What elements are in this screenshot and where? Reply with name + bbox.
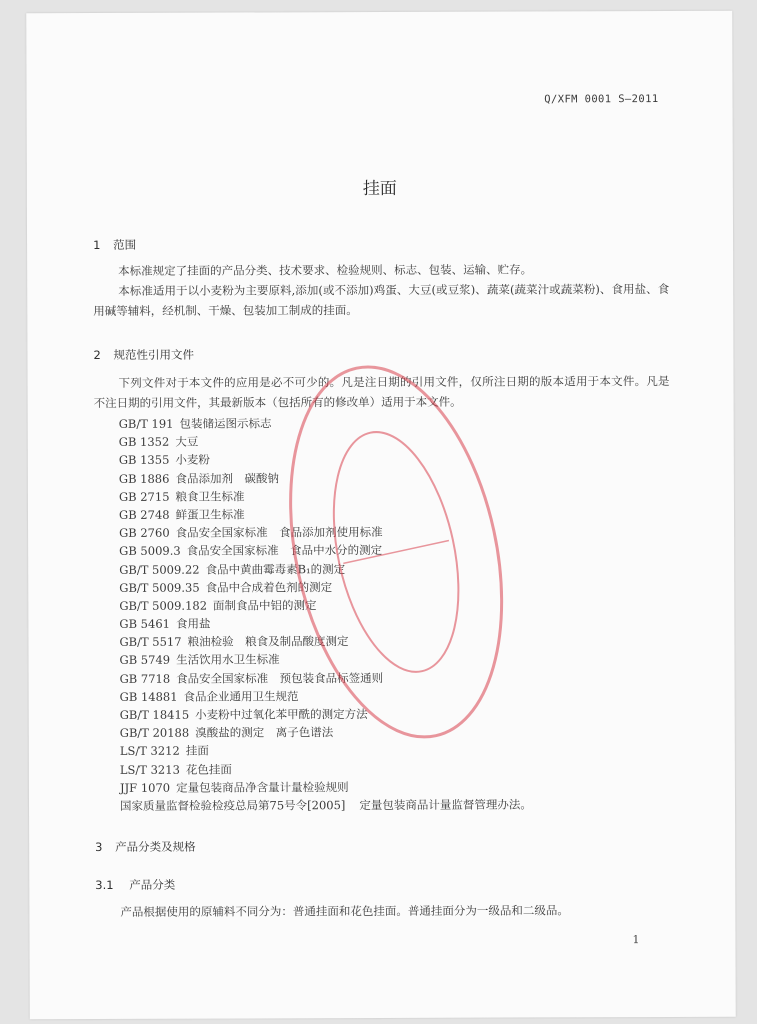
page-number: 1	[632, 933, 640, 947]
reference-item	[119, 541, 531, 561]
section-heading-classification	[95, 839, 196, 855]
section-number: 2	[93, 347, 101, 363]
section-title: 产品分类	[129, 877, 176, 892]
reference-code: GB 1352	[118, 434, 170, 450]
reference-name: 包装储运图示标志	[179, 416, 272, 431]
reference-code: GB/T 20188	[119, 725, 190, 741]
reference-name: 食品安全国家标准 食品添加剂使用标准	[175, 525, 383, 540]
reference-code: GB/T 5009.22	[119, 562, 200, 577]
reference-code: GB 7718	[119, 671, 171, 686]
reference-name: 小麦粉	[175, 452, 210, 468]
reference-name: 花色挂面	[185, 762, 232, 777]
reference-code: GB/T 5009.35	[119, 580, 200, 595]
reference-code: LS/T 3213	[119, 762, 180, 777]
reference-item	[120, 686, 532, 706]
reference-name: 食品安全国家标准 食品中水分的测定	[186, 543, 383, 558]
reference-code: JJF 1070	[119, 780, 171, 795]
reference-item	[119, 650, 531, 670]
section-heading-normative-references	[93, 347, 194, 363]
reference-item	[119, 450, 531, 470]
reference-item	[119, 559, 531, 579]
references-intro-paragraph: 下列文件对于本文件的应用是必不可少的。凡是注日期的引用文件，仅所注日期的版本适用于本文件。凡是不注日期的引用文件，其最新版本（包括所有的修改单）适用于本文件。	[93, 373, 670, 411]
reference-code: LS/T 3212	[119, 744, 180, 759]
reference-item	[119, 595, 531, 615]
reference-item	[120, 741, 532, 761]
reference-code: GB 1355	[118, 453, 170, 468]
reference-item	[119, 577, 531, 597]
reference-item	[119, 413, 531, 433]
reference-name: 食用盐	[175, 616, 211, 631]
reference-item	[120, 723, 532, 743]
reference-name: 鲜蛋卫生标准	[175, 507, 245, 522]
reference-name: 食品中黄曲霉毒素B₁的测定	[205, 561, 346, 577]
reference-name: 食品企业通用卫生规范	[183, 689, 299, 704]
reference-item	[120, 704, 532, 724]
reference-list	[119, 413, 532, 815]
reference-item	[119, 504, 531, 524]
reference-name: 食品安全国家标准 预包装食品标签通则	[176, 670, 384, 686]
section-title: 产品分类及规格	[115, 839, 196, 854]
reference-item	[119, 486, 531, 506]
reference-item	[119, 632, 531, 652]
reference-item	[119, 614, 531, 634]
reference-name: 粮油检验 粮食及制品酸度测定	[187, 634, 349, 649]
section-heading-scope	[93, 237, 136, 253]
reference-code: GB 5009.3	[119, 544, 181, 559]
reference-item	[119, 523, 531, 543]
reference-item	[119, 432, 531, 452]
reference-code: GB/T 18415	[119, 707, 190, 722]
reference-item	[119, 468, 531, 488]
reference-name: 面制食品中铝的测定	[213, 598, 317, 613]
reference-code: GB 14881	[119, 689, 178, 704]
reference-name: 挂面	[185, 743, 209, 759]
reference-code: GB/T 5009.182	[119, 598, 208, 613]
reference-name: 食品添加剂 碳酸钠	[175, 470, 279, 486]
reference-code: GB 2715	[118, 489, 170, 504]
document-title: 挂面	[362, 178, 397, 200]
reference-code: GB/T 5517	[119, 634, 182, 650]
scope-paragraph-2: 本标准适用于以小麦粉为主要原料,添加(或不添加)鸡蛋、大豆(或豆浆)、蔬菜(蔬菜汁或蔬菜粉)、食用盐、食用碱等辅料，经机制、干燥、包装加工制成的挂面。	[93, 281, 670, 319]
reference-name: 小麦粉中过氧化苯甲酰的测定方法	[195, 707, 368, 722]
section-title: 范围	[113, 237, 137, 252]
reference-code: GB 2748	[118, 507, 170, 522]
scope-paragraph-1: 本标准规定了挂面的产品分类、技术要求、检验规则、标志、包装、运输、贮存。	[118, 262, 533, 278]
section-number: 1	[93, 237, 101, 253]
reference-name: 定量包装商品净含量计量检验规则	[176, 779, 349, 795]
section-number: 3.1	[95, 877, 114, 892]
classification-paragraph: 产品根据使用的原辅料不同分为：普通挂面和花色挂面。普通挂面分为一级品和二级品。	[120, 903, 569, 919]
reference-item	[120, 668, 532, 688]
reference-code: GB 5749	[119, 653, 171, 668]
reference-name: 粮食卫生标准	[175, 489, 245, 504]
reference-name: 溴酸盐的测定 离子色谱法	[195, 725, 334, 740]
reference-item	[120, 759, 532, 779]
reference-code: GB 1886	[118, 471, 170, 486]
standard-code: Q/XFM 0001 S—2011	[544, 93, 659, 106]
reference-code: GB 2760	[119, 525, 170, 541]
section-number: 3	[95, 839, 103, 854]
reference-name: 大豆	[175, 434, 199, 449]
document-page	[26, 11, 736, 1019]
reference-code: GB 5461	[119, 616, 170, 631]
reference-name: 食品中合成着色剂的测定	[205, 579, 333, 595]
subsection-heading-product-classification	[95, 877, 175, 893]
reference-item	[120, 777, 532, 797]
reference-code: GB/T 191	[118, 416, 174, 431]
reference-code: 国家质量监督检验检疫总局第75号令[2005]	[119, 798, 346, 813]
reference-item	[120, 795, 532, 815]
reference-name: 生活饮用水卫生标准	[176, 652, 280, 668]
section-title: 规范性引用文件	[113, 347, 194, 362]
reference-name: 定量包装商品计量监督管理办法。	[359, 797, 532, 813]
